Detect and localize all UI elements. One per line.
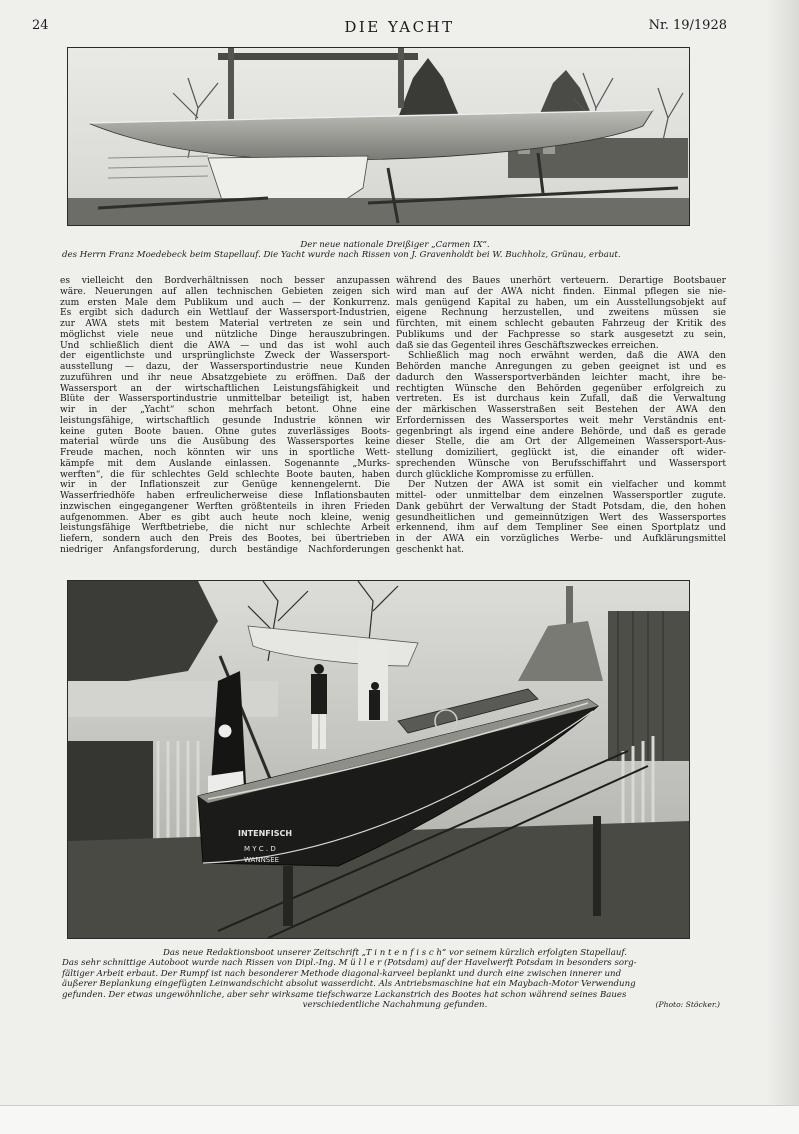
text-line: es vielleicht den Bordverhältnissen noch besser anzupassen	[60, 276, 390, 286]
text-line: geschenkt hat.	[396, 544, 464, 555]
caption-bottom-line: äußerer Beplankung eingefügten Leinwandschicht absolut wasserdicht. Als Antriebsmaschine hat ein Maybach-Motor Verwendung	[62, 979, 636, 990]
text-line: mittel- oder unmittelbar dem einzelnen Wassersportler zugute.	[396, 491, 726, 501]
article-column-right	[396, 276, 726, 556]
boat-home-port-text: WANNSEE	[244, 856, 280, 864]
text-line: Erfordernissen des Wassersportes weit mehr Verständnis ent-	[396, 415, 726, 426]
caption-bottom	[62, 948, 728, 1010]
text-line: material würde uns die Ausübung des Wassersportes keine	[60, 437, 390, 448]
text-line: daß sie das Gegenteil ihres Geschäftszweckes erreichen.	[396, 340, 659, 351]
text-line: fürchten, mit einem schlecht gebauten Fahrzeug der Kritik des	[396, 319, 726, 329]
text-line: Wasserfriedhöfe haben erfreulicherweise diese Inflationsbauten	[60, 491, 390, 501]
text-line: Schließlich mag noch erwähnt werden, daß die AWA den	[408, 351, 726, 362]
text-line: werften“, die für schlechtes Geld schlechte Boote bauten, haben	[60, 469, 390, 480]
text-line: zuzuführen und ihr neue Absatzgebiete zu eröffnen. Daß der	[60, 372, 390, 383]
text-line: gesundheitlichen und gemeinnützigen Wert des Wassersportes	[396, 512, 726, 523]
caption-bottom-line: verschiedentliche Nachahmung gefunden.	[302, 1000, 488, 1011]
article-column-left	[60, 276, 390, 556]
text-line: dieser Stelle, die am Ort der Allgemeinen Wassersport-Aus-	[396, 437, 726, 448]
text-line: Publikums und der Fachpresse so stark ausgesetzt zu sein,	[396, 329, 726, 340]
text-line: Und schließlich dient die AWA — und das ist wohl auch	[60, 340, 390, 351]
text-line: Es ergibt sich dadurch ein Wettlauf der Wassersport-Industrien,	[60, 308, 390, 319]
text-line: ausstellung — dazu, der Wassersportindustrie neue Kunden	[60, 362, 390, 372]
text-line: wir in der „Yacht“ schon mehrfach betont. Ohne eine	[60, 405, 390, 415]
caption-bottom-line: Das neue Redaktionsboot unserer Zeitschrift „T i n t e n f i s c h“ vor seinem kürzlich erfolgten Stapellauf.	[162, 948, 628, 958]
text-line: aufgenommen. Aber es gibt auch heute noch kleine, wenig	[60, 512, 390, 523]
caption-bottom-lastline	[62, 1000, 728, 1010]
text-line: möglichst viele neue und nützliche Dinge herauszubringen.	[60, 329, 390, 340]
text-line: dadurch den Wassersportverbänden leichter macht, ihre be-	[396, 372, 726, 383]
text-line: leistungsfähige, wirtschaftlich gesunde Industrie können wir	[60, 415, 390, 426]
caption-bottom-line: fältiger Arbeit erbaut. Der Rumpf ist nach besonderer Methode diagonal-karveel beplankt und durch eine zwischen innerer und	[62, 968, 622, 979]
text-line: Wassersport an der wirtschaftlichen Leistungsfähigkeit und	[60, 383, 390, 394]
text-line: Der Nutzen der AWA ist somit ein vielfacher und kommt	[408, 480, 726, 491]
text-line: gegenbringt als irgend eine andere Behörde, und daß es gerade	[396, 426, 726, 437]
magazine-title: DIE YACHT	[344, 18, 455, 36]
caption-top-line: Der neue nationale Dreißiger „Carmen IX“.	[300, 240, 490, 250]
text-line: wir in der Inflationszeit zur Genüge kennengelernt. Die	[60, 480, 390, 491]
text-line: in der AWA ein vorzügliches Werbe- und Aufklärungsmittel	[396, 534, 726, 544]
text-line: leistungsfähige Werftbetriebe, die nicht nur schlechte Arbeit	[60, 523, 390, 534]
text-line: Blüte der Wassersportindustrie unmittelbar beteiligt ist, haben	[60, 394, 390, 405]
text-line: zum ersten Male dem Publikum und auch — der Konkurrenz.	[60, 297, 390, 308]
text-line: Freude machen, noch könnten wir uns in sportliche Wett-	[60, 448, 390, 458]
page-bottom-margin	[0, 1105, 799, 1134]
text-line: niedriger Anfangsforderung, durch beständige Nachforderungen	[60, 544, 390, 555]
text-line: der märkischen Wasserstraßen seit Bestehen der AWA den	[396, 405, 726, 415]
text-line: Dank gebührt der Verwaltung der Stadt Potsdam, die, den hohen	[396, 501, 726, 512]
text-line: mals genügend Kapital zu haben, um ein Ausstellungsobjekt auf	[396, 297, 726, 308]
text-line: Behörden manche Anregungen zu geben geeignet ist und es	[396, 362, 726, 372]
issue-number: Nr. 19/1928	[648, 18, 727, 33]
photo-yacht-carmen-ix	[67, 47, 690, 226]
text-line: wird man auf der AWA nicht finden. Einmal pflegen sie nie-	[396, 286, 726, 297]
text-line: wäre. Neuerungen auf allen technischen Gebieten zeigen sich	[60, 286, 390, 297]
text-line: inzwischen eingegangener Werften größtenteils in ihren Frieden	[60, 501, 390, 512]
text-line: während des Baues unerhört verteuern. Derartige Bootsbauer	[396, 276, 726, 286]
caption-bottom-line: Das sehr schnittige Autoboot wurde nach Rissen von Dipl.-Ing. M ü l l e r (Potsdam) auf der Havelwerft Potsdam in besonders sorg-	[62, 958, 637, 969]
text-line: vertreten. Es ist durchaus kein Zufall, daß die Verwaltung	[396, 394, 726, 405]
boat-club-text: M Y C . D	[244, 845, 276, 853]
text-line: keine guten Boote bauen. Ohne gutes zuverlässiges Boots-	[60, 426, 390, 437]
caption-top	[62, 240, 728, 261]
text-line: erkennend, ihm auf dem Templiner See einen Sportplatz und	[396, 523, 726, 534]
text-line: eigene Rechnung herzustellen, und zweitens müssen sie	[396, 308, 726, 319]
caption-bottom-line: gefunden. Der etwas ungewöhnliche, aber sehr wirksame tiefschwarze Lackanstrich des Bootes hat schon während seines Baues	[62, 989, 627, 1000]
text-line: durch glückliche Kompromisse zu erfüllen.	[396, 469, 594, 480]
text-line: rechtigten Wünsche den Behörden gegenüber erfolgreich zu	[396, 383, 726, 394]
text-line: kämpfe mit dem Auslande einlassen. Sogenannte „Murks-	[60, 458, 390, 469]
photo-credit: (Photo: Stöcker.)	[655, 1000, 720, 1010]
text-line: der eigentlichste und ursprünglichste Zweck der Wassersport-	[60, 351, 390, 362]
page-header	[0, 18, 799, 40]
text-line: zur AWA stets mit bestem Material vertreten ze sein und	[60, 319, 390, 329]
boat-name-text: INTENFISCH	[238, 829, 293, 838]
photo-motorboat-tintenfisch	[67, 580, 690, 939]
caption-top-line: des Herrn Franz Moedebeck beim Stapellauf. Die Yacht wurde nach Rissen von J. Gravenholdt bei W. Buchholz, Grünau, erbaut.	[62, 250, 621, 261]
text-line: stellung domiziliert, geglückt ist, die einander oft wider-	[396, 448, 726, 458]
text-line: liefern, sondern auch den Preis des Bootes, bei übertrieben	[60, 534, 390, 544]
text-line: sprechenden Wünsche von Berufsschiffahrt und Wassersport	[396, 458, 726, 469]
page-number: 24	[32, 18, 49, 33]
